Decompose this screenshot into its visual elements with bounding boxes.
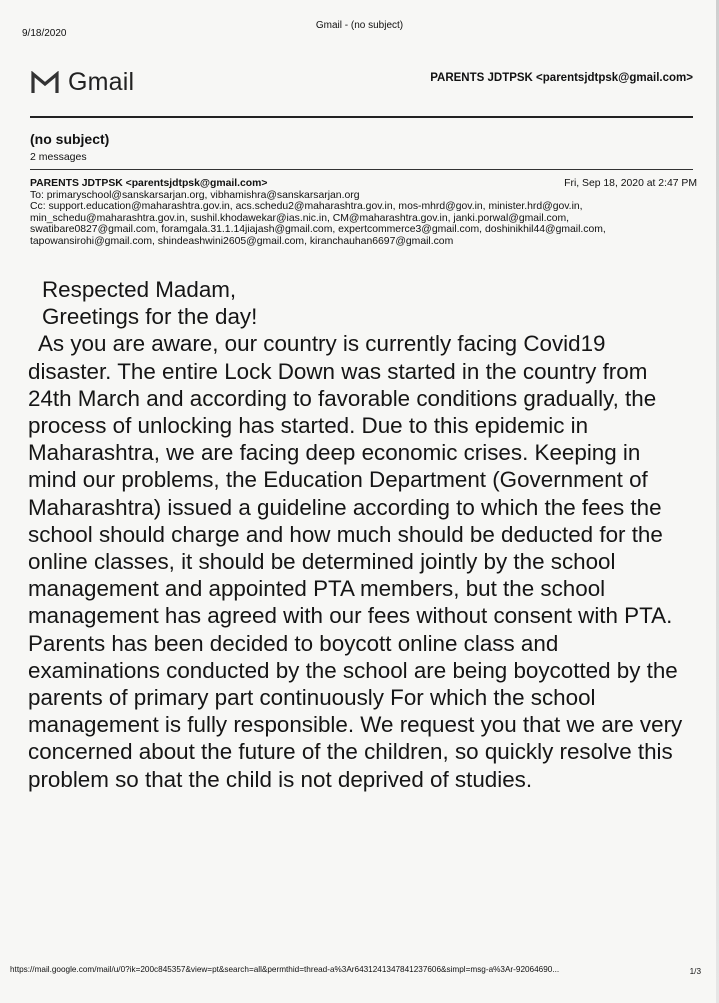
message-count: 2 messages <box>30 151 87 163</box>
greeting: Greetings for the day! <box>42 304 258 330</box>
gmail-brand[interactable] <box>30 68 134 97</box>
recipients-cc-line: min_schedu@maharashtra.gov.in, sushil.khodawekar@ias.nic.in, CM@maharashtra.gov.in, janki.porwal@gmail.com, <box>30 212 570 224</box>
message-header <box>30 178 697 248</box>
recipients-cc-line: swatibare0827@gmail.com, foramgala.31.1.14jiajash@gmail.com, expertcommerce3@gmail.com, doshinikhil44@gmail.com, <box>30 224 606 236</box>
recipients-cc-line: tapowansirohi@gmail.com, shindeashwini2605@gmail.com, kiranchauhan6697@gmail.com <box>30 235 454 247</box>
message-date: Fri, Sep 18, 2020 at 2:47 PM <box>564 178 697 189</box>
account-email: PARENTS JDTPSK <parentsjdtpsk@gmail.com> <box>430 72 693 84</box>
brand-name: Gmail <box>68 68 135 96</box>
footer-url: https://mail.google.com/mail/u/0?ik=200c845357&view=pt&search=all&permthid=thread-a%3Ar6431241347841237606&simpl=msg-a%3Ar-92064690... <box>10 965 560 974</box>
subject-divider <box>30 169 693 170</box>
recipients-cc-line: Cc: support.education@maharashtra.gov.in, acs.schedu2@maharashtra.gov.in, mos-mhrd@gov.in, minister.hrd@gov.in, <box>30 201 583 213</box>
gmail-m-icon <box>30 71 60 95</box>
sender: PARENTS JDTPSK <parentsjdtpsk@gmail.com> <box>30 178 268 189</box>
header-divider <box>30 116 693 118</box>
print-date: 9/18/2020 <box>22 28 67 39</box>
recipients-to: To: primaryschool@sanskarsarjan.org, vibhamishra@sanskarsarjan.org <box>30 189 360 201</box>
thread-subject: (no subject) <box>30 131 110 147</box>
print-header <box>22 20 697 39</box>
salutation: Respected Madam, <box>42 277 237 302</box>
body-paragraph: As you are aware, our country is currently facing Covid19 disaster. The entire Lock Down was started in the country from 24th March and according to favorable conditions gradually, the process of unlocking has started. Due to this epidemic in Maharashtra, we are facing deep economic crises. Keeping in mind our problems, the Education Department (Government of Maharashtra) issued a guideline according to which the fees the school should charge and how much should be deducted for the online classes, it should be determined jointly by the school management and appointed PTA members, but the school management has agreed with our fees without consent with PTA. Parents has been decided to boycott online class and examinations conducted by the school are being boycotted by the parents of primary part continuously For which the school management is fully responsible. We request you that we are very concerned about the future of the children, so quickly resolve this problem so that the child is not deprived of studies. <box>28 331 683 792</box>
print-title: Gmail - (no subject) <box>315 20 404 31</box>
message-body <box>28 276 690 793</box>
page-number: 1/3 <box>689 967 701 976</box>
